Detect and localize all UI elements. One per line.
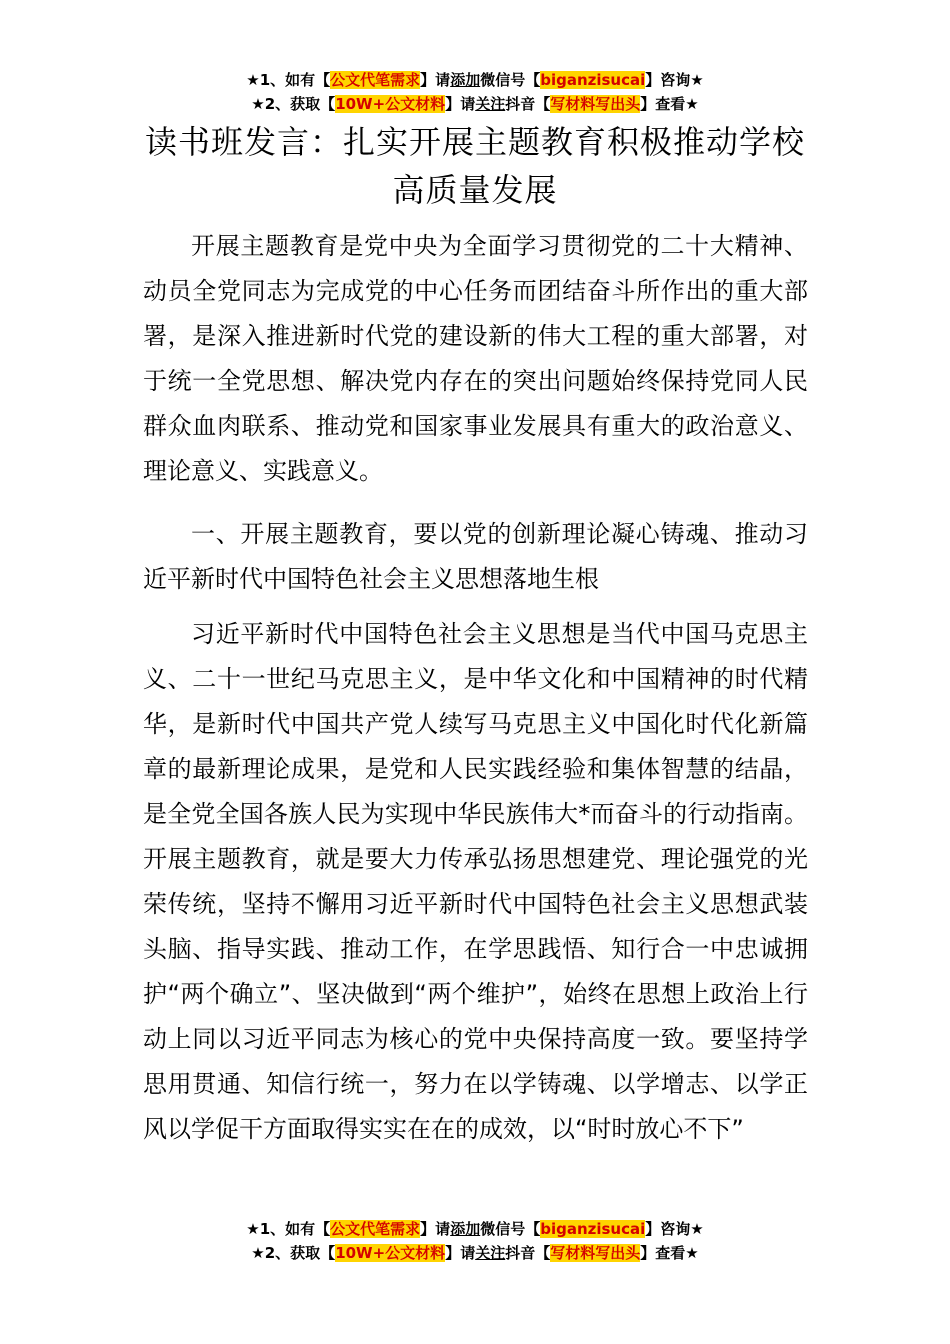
document-title: 读书班发言：扎实开展主题教育积极推动学校高质量发展 [144, 123, 805, 209]
banner-underline: 关注 [475, 95, 506, 113]
banner-text: ★2、获取【 [251, 1244, 336, 1262]
banner-highlight: biganzisucai [540, 1220, 646, 1238]
banner-text: 】咨询★ [645, 1220, 704, 1238]
banner-text: 】查看★ [640, 1244, 699, 1262]
banner-line-1 [0, 1217, 950, 1241]
banner-text: ★2、获取【 [251, 95, 336, 113]
banner-text: ★1、如有【 [246, 1220, 331, 1238]
banner-highlight: 10W+公文材料 [335, 95, 446, 113]
header-banner [0, 68, 950, 116]
banner-text: 微信号【 [480, 71, 541, 89]
banner-line-2 [0, 1241, 950, 1265]
banner-line-2 [0, 92, 950, 116]
banner-text: 抖音【 [505, 1244, 551, 1262]
banner-text: 抖音【 [505, 95, 551, 113]
banner-highlight: 公文代笔需求 [330, 1220, 421, 1238]
banner-text: ★1、如有【 [246, 71, 331, 89]
banner-text: 】请 [420, 71, 451, 89]
footer-banner [0, 1217, 950, 1265]
banner-highlight: 写材料写出头 [550, 95, 641, 113]
paragraph-intro: 开展主题教育是党中央为全面学习贯彻党的二十大精神、动员全党同志为完成党的中心任务而团结奋斗所作出的重大部署，是深入推进新时代党的建设新的伟大工程的重大部署，对于统一全党思想、解决党内存在的突出问题始终保持党同人民群众血肉联系、推动党和国家事业发展具有重大的政治意义、理论意义、实践意义。 [143, 232, 808, 485]
banner-highlight: 10W+公文材料 [335, 1244, 446, 1262]
section-heading: 一、开展主题教育，要以党的创新理论凝心铸魂、推动习近平新时代中国特色社会主义思想落地生根 [143, 520, 808, 593]
banner-highlight: 公文代笔需求 [330, 71, 421, 89]
banner-highlight: 写材料写出头 [550, 1244, 641, 1262]
banner-text: 】查看★ [640, 95, 699, 113]
paragraph-body: 习近平新时代中国特色社会主义思想是当代中国马克思主义、二十一世纪马克思主义，是中华文化和中国精神的时代精华，是新时代中国共产党人续写马克思主义中国化时代化新篇章的最新理论成果，是党和人民实践经验和集体智慧的结晶，是全党全国各族人民为实现中华民族伟大*而奋斗的行动指南。开展主题教育，就是要大力传承弘扬思想建党、理论强党的光荣传统，坚持不懈用习近平新时代中国特色社会主义思想武装头脑、指导实践、推动工作，在学思践悟、知行合一中忠诚拥护“两个确立”、坚决做到“两个维护”，始终在思想上政治上行动上同以习近平同志为核心的党中央保持高度一致。要坚持学思用贯通、知信行统一，努力在以学铸魂、以学增志、以学正风以学促干方面取得实实在在的成效，以“时时放心不下” [143, 620, 808, 1143]
banner-text: 】咨询★ [645, 71, 704, 89]
banner-underline: 添加 [450, 71, 481, 89]
banner-highlight: biganzisucai [540, 71, 646, 89]
banner-underline: 关注 [475, 1244, 506, 1262]
banner-line-1 [0, 68, 950, 92]
banner-text: 】请 [420, 1220, 451, 1238]
banner-text: 】请 [445, 95, 476, 113]
banner-text: 】请 [445, 1244, 476, 1262]
banner-text: 微信号【 [480, 1220, 541, 1238]
banner-underline: 添加 [450, 1220, 481, 1238]
document-body [143, 224, 808, 1170]
